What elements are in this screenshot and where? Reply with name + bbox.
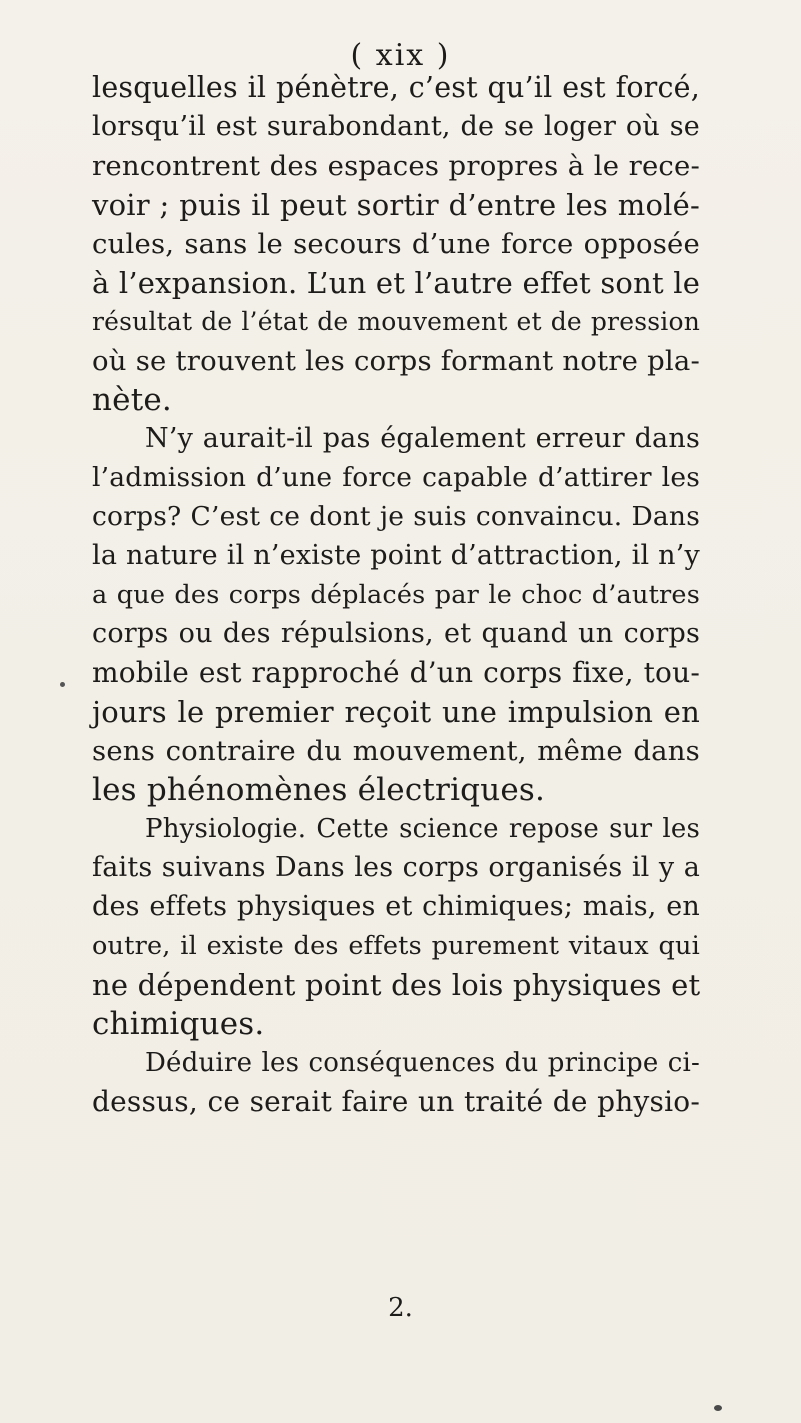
text-line: les phénomènes électriques. (92, 772, 546, 808)
text-line: a que des corps déplacés par le choc d’autres (92, 580, 700, 610)
ink-speck (60, 682, 65, 687)
text-line: à l’expansion. L’un et l’autre effet sont le (92, 266, 701, 300)
text-line: où se trouvent les corps formant notre pla- (92, 345, 700, 377)
text-line: faits suivans Dans les corps organisés il y a (92, 852, 700, 883)
page-number-header: ( xix ) (350, 38, 451, 73)
text-line: lesquelles il pénètre, c’est qu’il est forcé, (92, 71, 700, 104)
text-line: l’admission d’une force capable d’attirer les (92, 462, 700, 493)
text-line: cules, sans le secours d’une force opposée (92, 228, 700, 260)
ink-speck (714, 1405, 722, 1411)
text-line: mobile est rapproché d’un corps fixe, tou- (92, 656, 700, 689)
text-line: rencontrent des espaces propres à le rece- (92, 150, 700, 182)
signature-mark: 2. (388, 1293, 413, 1323)
text-line: lorsqu’il est surabondant, de se loger où se (92, 111, 700, 142)
text-line: résultat de l’état de mouvement et de pression (92, 307, 700, 336)
text-line: corps? C’est ce dont je suis convaincu. Dans (92, 501, 700, 532)
text-line: Physiologie. Cette science repose sur les (145, 814, 700, 844)
text-line: outre, il existe des effets purement vitaux qui (92, 931, 700, 961)
text-line: corps ou des répulsions, et quand un corps (92, 618, 700, 649)
text-line: chimiques. (92, 1006, 265, 1042)
text-line: ne dépendent point des lois physiques et (92, 968, 701, 1002)
text-line: la nature il n’existe point d’attraction, il n’y (92, 540, 700, 571)
text-line: sens contraire du mouvement, même dans (92, 735, 700, 767)
text-line: voir ; puis il peut sortir d’entre les molé- (92, 188, 700, 222)
text-line: jours le premier reçoit une impulsion en (92, 695, 700, 729)
text-line: Déduire les conséquences du principe ci- (145, 1048, 700, 1078)
text-line: dessus, ce serait faire un traité de physio- (92, 1085, 700, 1118)
text-line: N’y aurait-il pas également erreur dans (145, 423, 700, 454)
text-line: nète. (92, 382, 172, 418)
text-line: des effets physiques et chimiques; mais, en (92, 891, 700, 922)
